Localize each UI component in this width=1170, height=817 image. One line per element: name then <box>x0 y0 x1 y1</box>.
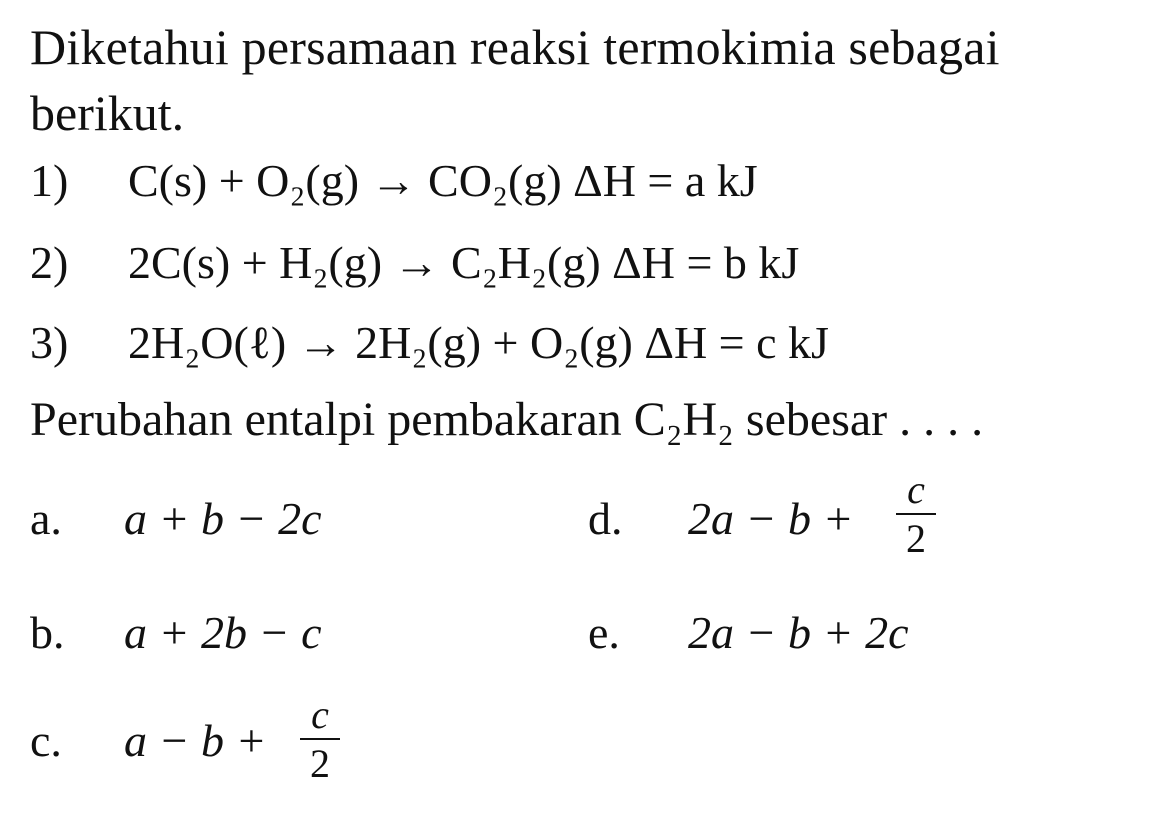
option-c-fraction-numerator: c <box>311 692 329 737</box>
option-c-value: a − b + <box>124 715 267 766</box>
option-a-label: a. <box>30 493 62 544</box>
reaction-1-equation: C(s) + O₂(g) → CO₂(g) ΔH = a kJ <box>128 155 758 206</box>
intro-text-line-1: Diketahui persamaan reaksi termokimia sebagai <box>30 19 1000 75</box>
reaction-2-equation: 2C(s) + H₂(g) → C₂H₂(g) ΔH = b kJ <box>128 237 800 288</box>
option-b-label: b. <box>30 607 65 658</box>
option-e-value: 2a − b + 2c <box>688 607 909 658</box>
option-d-label: d. <box>588 493 623 544</box>
option-c-fraction <box>300 692 340 786</box>
option-e-label: e. <box>588 607 620 658</box>
option-d-fraction-denominator: 2 <box>906 516 926 561</box>
question-prompt: Perubahan entalpi pembakaran C₂H₂ sebesar . . . . <box>30 393 984 446</box>
reaction-1-number: 1) <box>30 155 69 206</box>
option-d-fraction-numerator: c <box>907 467 925 512</box>
option-b-value: a + 2b − c <box>124 607 322 658</box>
option-d-fraction <box>896 467 936 561</box>
fraction-bar <box>300 738 340 740</box>
reaction-3-equation: 2H₂O(ℓ) → 2H₂(g) + O₂(g) ΔH = c kJ <box>128 317 829 368</box>
reaction-3-number: 3) <box>30 317 69 368</box>
option-c-fraction-denominator: 2 <box>310 741 330 786</box>
option-d-value: 2a − b + <box>688 493 854 544</box>
option-a-value: a + b − 2c <box>124 493 322 544</box>
fraction-bar <box>896 513 936 515</box>
option-c-label: c. <box>30 715 62 766</box>
reaction-2-number: 2) <box>30 237 69 288</box>
intro-text-line-2: berikut. <box>30 85 185 141</box>
